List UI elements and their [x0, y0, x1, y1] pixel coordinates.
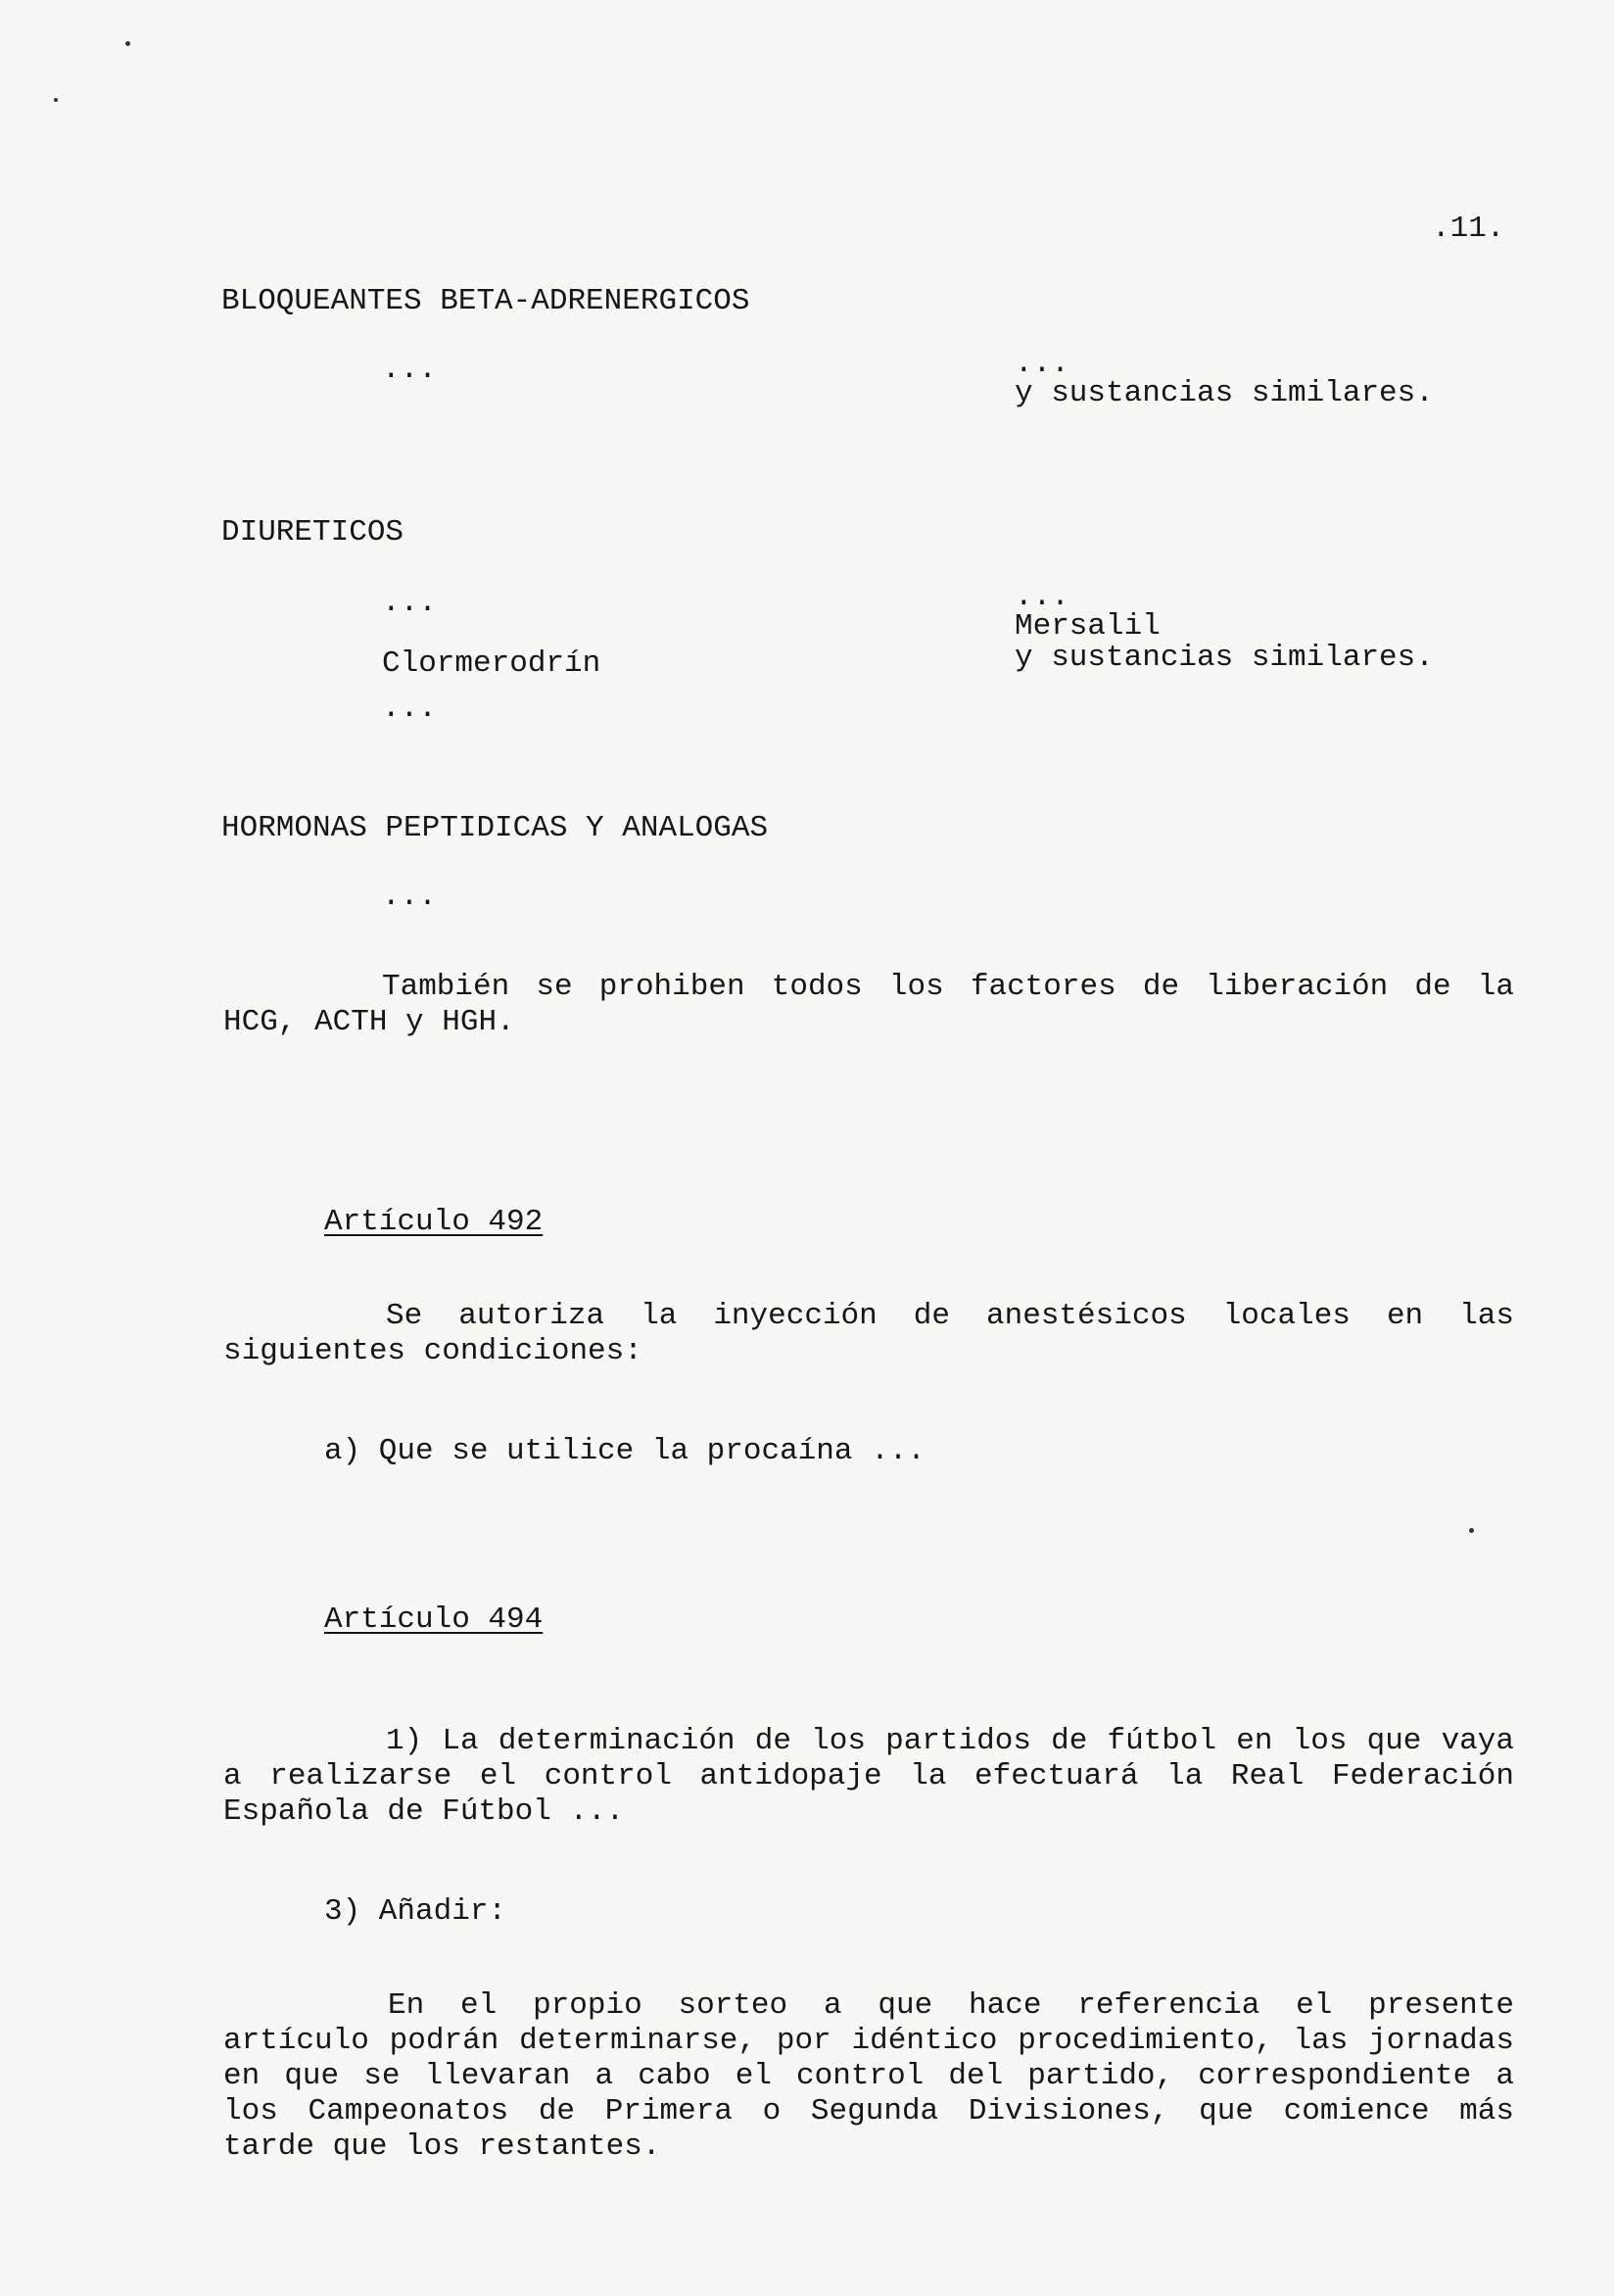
section-heading-bloqueantes: BLOQUEANTES BETA-ADRENERGICOS [221, 284, 750, 318]
section-heading-hormonas: HORMONAS PEPTIDICAS Y ANALOGAS [221, 811, 769, 845]
substance-clormerodrin: Clormerodrín [382, 646, 601, 681]
substance-mersalil: Mersalil [1015, 609, 1161, 644]
article-494-item-3: 3) Añadir: [324, 1894, 507, 1929]
page-number: .11. [1432, 212, 1505, 246]
paragraph-hormonas-text: También se prohiben todos los factores de liberación de la HCG, ACTH y HGH. [223, 970, 1514, 1039]
article-492-item-a: a) Que se utilice la procaína ... [324, 1434, 926, 1468]
article-494-title: Artículo 494 [324, 1602, 544, 1637]
scan-speck [125, 41, 130, 46]
article-494-item-1-text: 1) La determinación de los partidos de fútbol en los que vaya a realizarse el control antidopaje la efectuará la Real Federación Española de Fútbol ... [223, 1724, 1514, 1829]
scan-speck [54, 98, 58, 102]
scan-speck [1469, 1528, 1474, 1533]
article-494-paragraph [223, 1988, 1514, 2165]
ellipsis-left: ... [382, 692, 437, 726]
section-heading-diureticos: DIURETICOS [221, 515, 404, 550]
article-492-paragraph [223, 1299, 1514, 1369]
ellipsis-left: ... [382, 586, 437, 620]
ellipsis-right: ... [1015, 347, 1069, 381]
paragraph-hormonas [223, 970, 1514, 1040]
similar-substances-line: y sustancias similares. [1015, 376, 1434, 410]
ellipsis-left: ... [382, 880, 437, 914]
article-494-item-1 [223, 1724, 1514, 1830]
ellipsis-left: ... [382, 353, 437, 387]
article-492-title: Artículo 492 [324, 1205, 544, 1239]
article-494-paragraph-text: En el propio sorteo a que hace referencia el presente artículo podrán determinarse, por idéntico procedimiento, las jornadas en que se llevaran a cabo el control del partido, correspondiente a los Campeonatos de Primera o Segunda Divisiones, que comience más tarde que los restantes. [223, 1988, 1514, 2164]
similar-substances-line: y sustancias similares. [1015, 641, 1434, 675]
article-492-paragraph-text: Se autoriza la inyección de anestésicos locales en las siguientes condiciones: [223, 1299, 1514, 1368]
ellipsis-right: ... [1015, 580, 1069, 614]
